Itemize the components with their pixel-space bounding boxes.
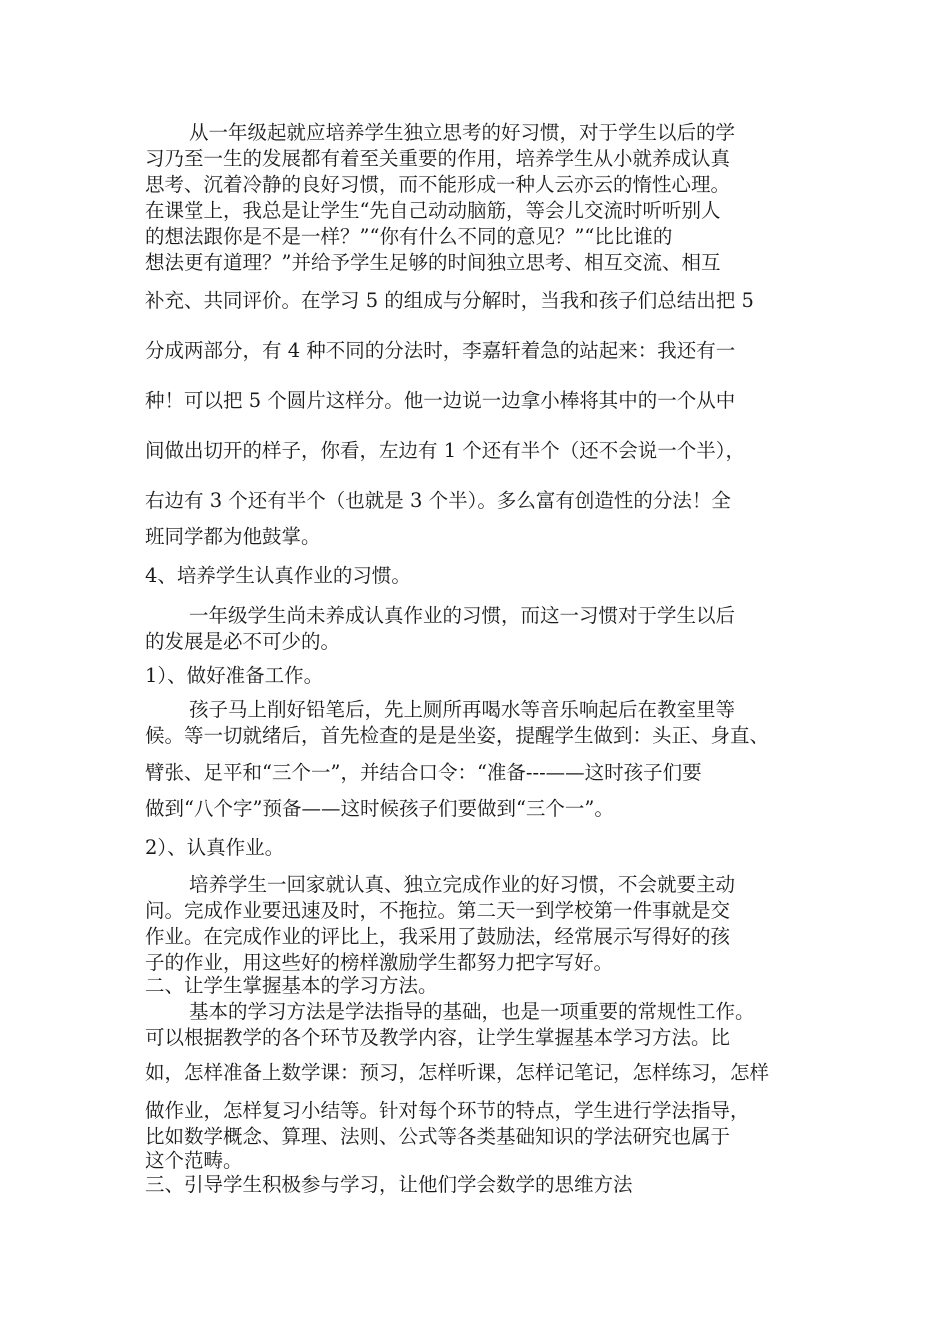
text-line: 的想法跟你是不是一样？”“你有什么不同的意见？”“比比谁的	[145, 225, 673, 248]
text-line: 做作业，怎样复习小结等。针对每个环节的特点，学生进行学法指导，	[145, 1099, 750, 1122]
text-line: 这个范畴。	[145, 1149, 243, 1172]
text-line: 问。完成作业要迅速及时，不拖拉。第二天一到学校第一件事就是交	[145, 899, 731, 922]
text-line: 的发展是必不可少的。	[145, 630, 341, 653]
sub-heading: 1）、做好准备工作。	[145, 664, 324, 687]
text-line: 培养学生一回家就认真、独立完成作业的好习惯，不会就要主动	[189, 873, 736, 896]
text-line: 种！可以把 5 个圆片这样分。他一边说一边拿小棒将其中的一个从中	[145, 389, 736, 412]
text-line: 一年级学生尚未养成认真作业的习惯，而这一习惯对于学生以后	[189, 604, 736, 627]
text-line: 想法更有道理？”并给予学生足够的时间独立思考、相互交流、相互	[145, 251, 721, 274]
section-heading: 三、引导学生积极参与学习，让他们学会数学的思维方法	[145, 1173, 633, 1196]
section-heading: 二、让学生掌握基本的学习方法。	[145, 974, 438, 997]
text-line: 间做出切开的样子，你看，左边有 1 个还有半个（还不会说一个半），	[145, 439, 746, 462]
text-line: 从一年级起就应培养学生独立思考的好习惯，对于学生以后的学	[189, 121, 736, 144]
text-line: 补充、共同评价。在学习 5 的组成与分解时，当我和孩子们总结出把 5	[145, 289, 754, 312]
text-line: 在课堂上，我总是让学生“先自己动动脑筋，等会儿交流时听听别人	[145, 199, 721, 222]
text-line: 子的作业，用这些好的榜样激励学生都努力把字写好。	[145, 951, 614, 974]
text-line: 基本的学习方法是学法指导的基础，也是一项重要的常规性工作。	[189, 1000, 755, 1023]
text-line: 可以根据教学的各个环节及教学内容，让学生掌握基本学习方法。比	[145, 1026, 731, 1049]
text-line: 做到“八个字”预备——这时候孩子们要做到“三个一”。	[145, 797, 614, 820]
text-line: 分成两部分，有 4 种不同的分法时，李嘉轩着急的站起来：我还有一	[145, 339, 736, 362]
section-heading: 4、培养学生认真作业的习惯。	[145, 564, 411, 587]
text-line: 作业。在完成作业的评比上，我采用了鼓励法，经常展示写得好的孩	[145, 925, 731, 948]
text-line: 臂张、足平和“三个一”，并结合口令：“准备---——这时孩子们要	[145, 761, 702, 784]
text-line: 思考、沉着冷静的良好习惯，而不能形成一种人云亦云的惰性心理。	[145, 173, 731, 196]
sub-heading: 2）、认真作业。	[145, 836, 285, 859]
text-line: 习乃至一生的发展都有着至关重要的作用，培养学生从小就养成认真	[145, 147, 731, 170]
text-line: 候。等一切就绪后，首先检查的是是坐姿，提醒学生做到：头正、身直、	[145, 724, 770, 747]
text-line: 班同学都为他鼓掌。	[145, 525, 321, 548]
text-line: 右边有 3 个还有半个（也就是 3 个半）。多么富有创造性的分法！全	[145, 489, 731, 512]
text-line: 孩子马上削好铅笔后，先上厕所再喝水等音乐响起后在教室里等	[189, 698, 736, 721]
text-line: 如，怎样准备上数学课：预习，怎样听课，怎样记笔记，怎样练习，怎样	[145, 1061, 770, 1084]
text-line: 比如数学概念、算理、法则、公式等各类基础知识的学法研究也属于	[145, 1125, 731, 1148]
